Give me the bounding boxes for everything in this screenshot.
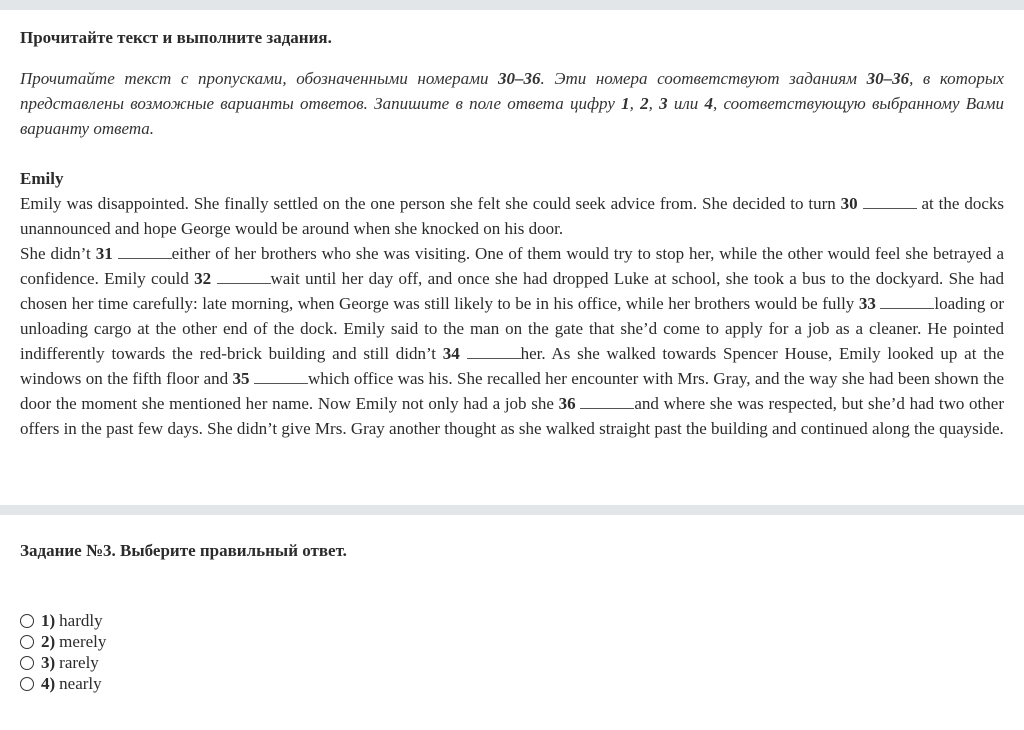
- gap-blank-36: [580, 394, 634, 409]
- radio-button[interactable]: [20, 656, 34, 670]
- passage-paragraph-1: [20, 191, 1004, 241]
- top-divider: [0, 0, 1024, 10]
- answer-option-2[interactable]: [20, 631, 1004, 652]
- instruction-part: , в которых представлены возможные варианты ответов. Запишите в поле ответа цифру: [20, 69, 1004, 113]
- passage-paragraph-2: [20, 241, 1004, 441]
- answer-option-1[interactable]: [20, 610, 1004, 631]
- passage-text: which office was his. She recalled her encounter with Mrs. Gray, and the way she had been shown the door the moment she mentioned her name. Now Emily not only had a job she: [20, 369, 1004, 413]
- instruction-digit: 1: [621, 94, 630, 113]
- gap-number-35: 35: [232, 369, 250, 388]
- task-card: [0, 515, 1024, 694]
- passage-text: her. As she walked towards Spencer House, Emily looked up at the windows on the fifth floor and: [20, 344, 1004, 388]
- gap-number-31: 31: [95, 244, 113, 263]
- instruction-part: , соответствующую выбранному Вами варианту ответа.: [20, 94, 1005, 138]
- gap-number-33: 33: [858, 294, 876, 313]
- option-text: merely: [59, 631, 107, 651]
- gap-number-30: 30: [840, 194, 858, 213]
- instruction-part: ,: [629, 94, 641, 113]
- task-heading: Задание №3. Выберите правильный ответ.: [20, 541, 347, 560]
- passage-text: She didn’t: [20, 244, 96, 263]
- instruction-range: 30–36: [498, 69, 541, 88]
- gap-blank-30: [863, 194, 917, 209]
- answer-option-3[interactable]: [20, 652, 1004, 673]
- passage-title: Emily: [20, 169, 64, 188]
- option-number: 3): [41, 652, 56, 672]
- section-heading: Прочитайте текст и выполните задания.: [20, 28, 332, 47]
- gap-blank-31: [118, 244, 172, 259]
- passage-text: at the docks unannounced and hope George would be around when she knocked on his door.: [20, 194, 1005, 238]
- option-number: 4): [41, 673, 56, 693]
- gap-blank-35: [254, 369, 308, 384]
- instruction-text: [20, 66, 1004, 141]
- text-card: [0, 10, 1024, 505]
- section-divider: [0, 505, 1024, 515]
- instruction-part: Прочитайте текст с пропусками, обозначенными номерами: [20, 69, 499, 88]
- passage-text: loading or unloading cargo at the other end of the dock. Emily said to the man on the gate that she’d come to apply for a job as a cleaner. He pointed indifferently towards the red-brick building and still didn’t: [20, 294, 1005, 363]
- gap-number-34: 34: [442, 344, 460, 363]
- gap-blank-33: [880, 294, 934, 309]
- answer-options: [20, 610, 1004, 694]
- passage-text: and where she was respected, but she’d had two other offers in the past few days. She didn’t give Mrs. Gray another thought as she walked straight past the building and continued along the quayside.: [20, 394, 1004, 438]
- passage-text: wait until her day off, and once she had dropped Luke at school, she took a bus to the dockyard. She had chosen her time carefully: late morning, when George was still likely to be in his office, while her brothers would be fully: [20, 269, 1005, 313]
- radio-button[interactable]: [20, 635, 34, 649]
- passage-text: Emily was disappointed. She finally settled on the one person she felt she could seek advice from. She decided to turn: [20, 194, 841, 213]
- gap-number-32: 32: [194, 269, 212, 288]
- option-number: 1): [41, 610, 56, 630]
- option-text: hardly: [59, 610, 103, 630]
- gap-number-36: 36: [558, 394, 576, 413]
- gap-blank-32: [217, 269, 271, 284]
- instruction-digit: 2: [640, 94, 649, 113]
- instruction-digit: 4: [704, 94, 713, 113]
- instruction-digit: 3: [659, 94, 668, 113]
- option-number: 2): [41, 631, 56, 651]
- passage-text: either of her brothers who she was visiting. One of them would try to stop her, while the other would feel she betrayed a confidence. Emily could: [20, 244, 1005, 288]
- instruction-part: ,: [648, 94, 660, 113]
- radio-button[interactable]: [20, 677, 34, 691]
- radio-button[interactable]: [20, 614, 34, 628]
- option-text: nearly: [59, 673, 102, 693]
- option-text: rarely: [59, 652, 99, 672]
- instruction-part: или: [667, 94, 705, 113]
- gap-blank-34: [467, 344, 521, 359]
- answer-option-4[interactable]: [20, 673, 1004, 694]
- instruction-part: . Эти номера соответствуют заданиям: [540, 69, 867, 88]
- instruction-range: 30–36: [866, 69, 910, 88]
